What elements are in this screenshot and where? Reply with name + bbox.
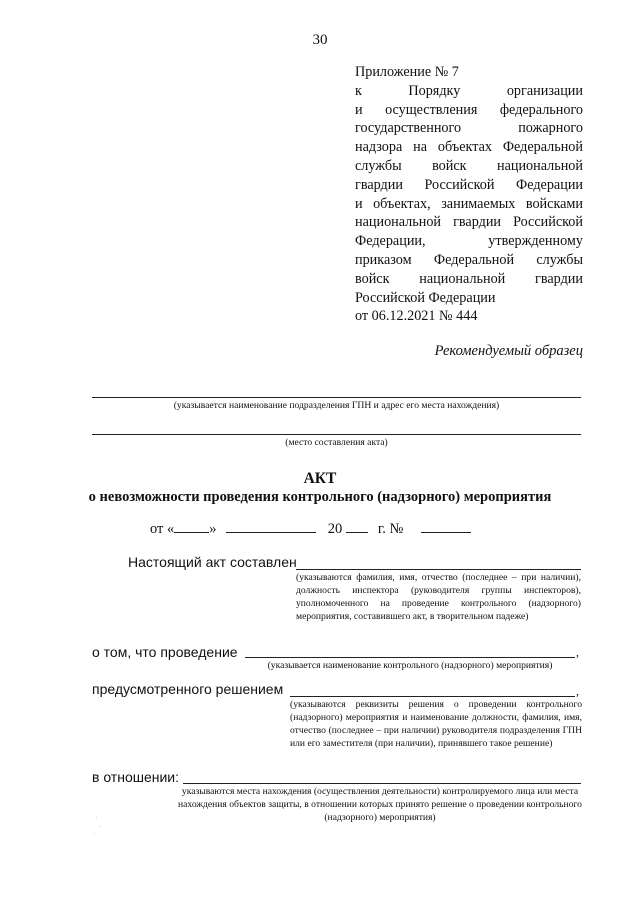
about-line[interactable] <box>245 657 575 658</box>
place-note: (место составления акта) <box>285 437 388 448</box>
about-comma: , <box>576 645 579 659</box>
appendix-line: к Порядку организации <box>355 82 583 99</box>
scan-speck <box>99 826 100 827</box>
date-prefix: от « <box>150 521 175 537</box>
appendix-line: национальной гвардии Российской <box>355 214 583 231</box>
about-note: (указывается наименование контрольного (надзорного) мероприятия) <box>267 660 553 671</box>
compiled-note: (указываются фамилия, имя, отчество (последнее – при наличии), должность инспектора (руководителя группы инспекторов), уполномоченного на проведение контрольного (надзорного) мероприятия, составившего акт, в творительном падеже) <box>296 572 581 622</box>
about-label: о том, что проведение <box>92 644 238 660</box>
regarding-note: указываются места нахождения (осуществления деятельности) контролируемого лица или места нахождения объектов защиты, в отношении которых принято решение о проведении контрольного (надзорного) мероприятия) <box>178 786 582 823</box>
decision-label: предусмотренного решением <box>92 681 284 697</box>
unit-name-note: (указывается наименование подразделения ГПН и адрес его места нахождения) <box>173 400 500 411</box>
appendix-line: государственного пожарного <box>355 120 583 137</box>
appendix-line: от 06.12.2021 № 444 <box>355 308 478 325</box>
regarding-line[interactable] <box>183 783 581 784</box>
scan-speck <box>96 817 97 818</box>
appendix-line: службы войск национальной <box>355 157 583 174</box>
number-sign: г. № <box>377 521 404 537</box>
year-prefix: 20 <box>327 521 343 537</box>
page-number: 30 <box>312 32 328 48</box>
appendix-line: войск национальной гвардии <box>355 270 583 287</box>
regarding-label: в отношении: <box>92 769 180 785</box>
decision-note: (указываются реквизиты решения о проведении контрольного (надзорного) мероприятия и наименование должности, фамилия, имя, отчество (последнее – при наличии) руководителя подразделения ГПН или его заместителя (при наличии), принявшего такое решение) <box>290 699 582 749</box>
appendix-line: Федерации, утвержденному <box>355 233 583 250</box>
day-field[interactable] <box>174 518 209 533</box>
scan-speck <box>94 833 95 834</box>
date-quote-close: » <box>209 521 217 537</box>
appendix-line: и осуществления федерального <box>355 101 583 118</box>
appendix-line: Приложение № 7 <box>355 64 459 80</box>
document-subtitle: о невозможности проведения контрольного (надзорного) мероприятия <box>88 489 552 505</box>
appendix-block <box>355 63 583 326</box>
compiled-label: Настоящий акт составлен <box>128 554 297 570</box>
year-field[interactable] <box>346 518 368 533</box>
decision-line[interactable] <box>290 696 575 697</box>
compiled-line[interactable] <box>296 569 581 570</box>
appendix-line: приказом Федеральной службы <box>355 251 583 268</box>
date-line <box>150 518 471 538</box>
appendix-line: Российской Федерации <box>355 289 496 306</box>
appendix-line: гвардии Российской Федерации <box>355 176 583 193</box>
sample-label: Рекомендуемый образец <box>434 343 583 359</box>
appendix-line: и объектах, занимаемых войсками <box>355 195 583 212</box>
month-field[interactable] <box>226 518 316 533</box>
place-line[interactable] <box>92 434 581 435</box>
document-title: АКТ <box>303 470 337 487</box>
act-number-field[interactable] <box>421 518 471 533</box>
appendix-line: надзора на объектах Федеральной <box>355 139 583 156</box>
unit-name-line[interactable] <box>92 397 581 398</box>
decision-comma: , <box>576 684 579 698</box>
